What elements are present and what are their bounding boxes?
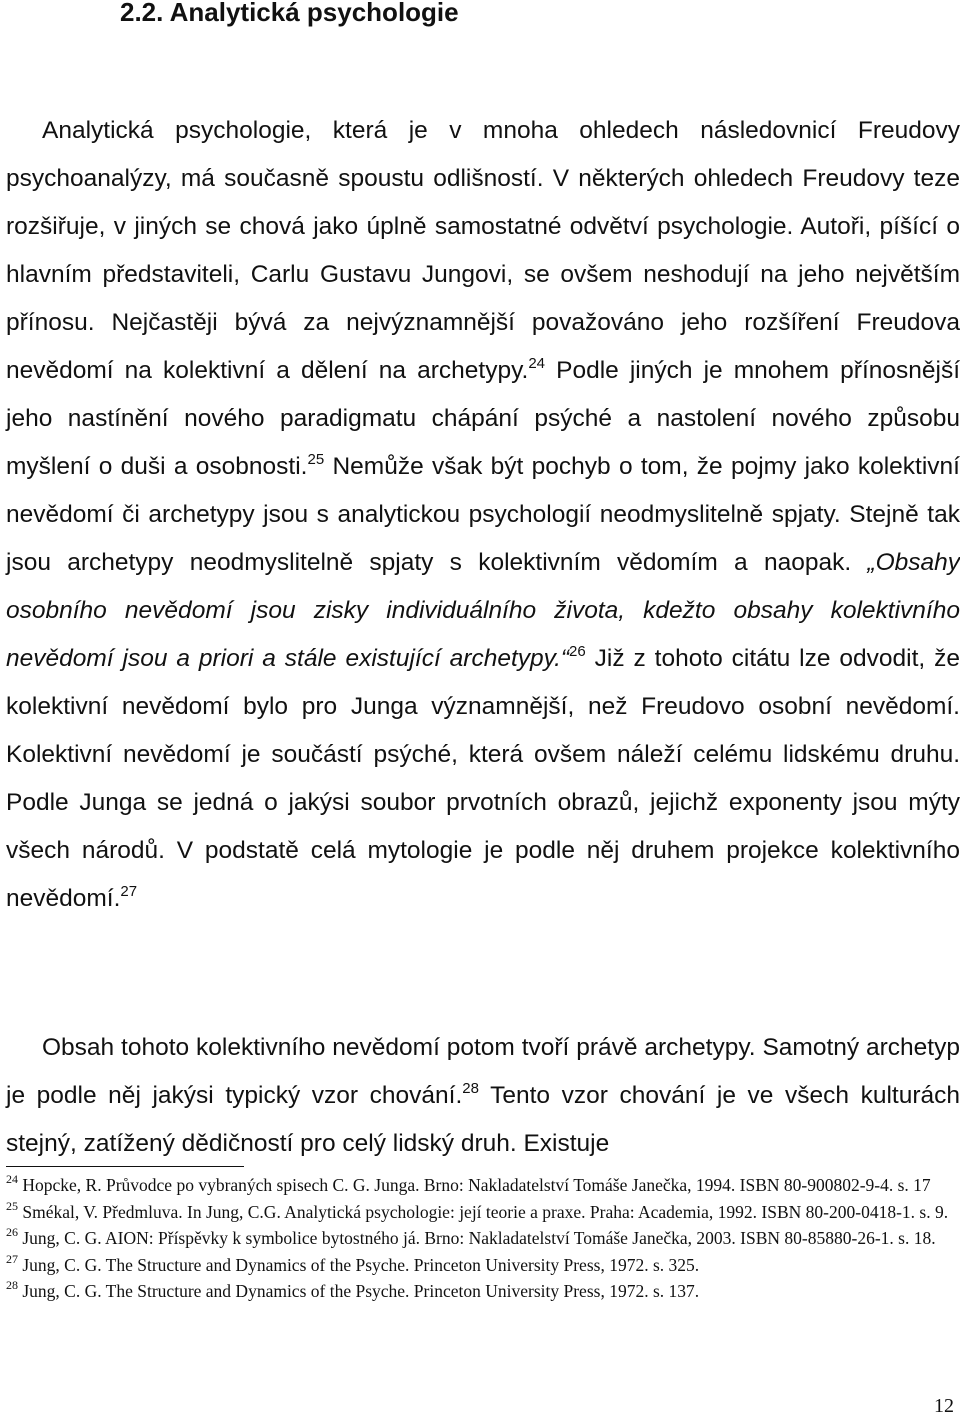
footnote-ref-26: 26	[569, 643, 586, 660]
footnote-text: Jung, C. G. The Structure and Dynamics of the Psyche. Princeton University Press, 1972. s. 325.	[18, 1254, 700, 1275]
footnote-27	[6, 1252, 956, 1279]
footnote-text: Hopcke, R. Průvodce po vybraných spisech C. G. Junga. Brno: Nakladatelství Tomáše Janečka, 1994. ISBN 80-900802-9-4. s. 17	[18, 1175, 931, 1195]
footnote-number: 24	[6, 1172, 18, 1186]
page-number: 12	[934, 1395, 954, 1417]
footnote-ref-27: 27	[120, 883, 138, 900]
footnote-number: 25	[6, 1198, 18, 1213]
paragraph-2-text-2: Tento vzor chování je ve všech kulturách stejný, zatížený dědičností pro celý lidský druh. Existuje	[6, 1082, 960, 1157]
footnote-25	[6, 1199, 956, 1226]
paragraph-1-text-1: Analytická psychologie, která je v mnoha ohledech následovnicí Freudovy psychoanalýzy, má současně spoustu odlišností. V některých ohledech Freudovy teze rozšiřuje, v jiných se chová jako úplně samostatné odvětví psychologie. Autoři, píšící o hlavním představiteli, Carlu Gustavu Jungovi, se ovšem neshodují na jeho největším přínosu. Nejčastěji bývá za nejvýznamnější považováno jeho rozšíření Freudova nevědomí na kolektivní a dělení na archetypy.	[6, 117, 960, 384]
footnote-26	[6, 1225, 956, 1252]
paragraph-1-text-2: Podle jiných je mnohem přínosnější jeho nastínění nového paradigmatu chápání psýché a nastolení nového způsobu myšlení o duši a osobnosti.	[6, 357, 960, 480]
footnote-text: Jung, C. G. The Structure and Dynamics of the Psyche. Princeton University Press, 1972. s. 137.	[18, 1281, 700, 1302]
footnote-separator	[6, 1166, 244, 1167]
jung-quote: „Obsahy osobního nevědomí jsou zisky individuálního života, kdežto obsahy kolektivního nevědomí jsou a priori a stále existující archetypy.“	[6, 549, 960, 672]
paragraph-1	[6, 107, 960, 923]
footnote-ref-28: 28	[462, 1080, 479, 1097]
footnotes	[6, 1172, 956, 1305]
footnote-28	[6, 1278, 956, 1305]
footnote-ref-24: 24	[528, 355, 546, 372]
footnote-number: 27	[6, 1251, 18, 1266]
footnote-text: Smékal, V. Předmluva. In Jung, C.G. Analytická psychologie: její teorie a praxe. Praha: Academia, 1992. ISBN 80-200-0418-1. s. 9.	[18, 1201, 949, 1222]
paragraph-1-text-3: Nemůže však být pochyb o tom, že pojmy jako kolektivní nevědomí či archetypy jsou s analytickou psychologií neodmyslitelně spjaty. Stejně tak jsou archetypy neodmyslitelně spjaty s kolektivním vědomím a naopak.	[6, 453, 960, 576]
section-heading: 2.2. Analytická psychologie	[120, 0, 459, 27]
footnote-ref-25: 25	[307, 451, 325, 468]
paragraph-2-text-1: Obsah tohoto kolektivního nevědomí potom tvoří právě archetypy. Samotný archetyp je podle něj jakýsi typický vzor chování.	[6, 1034, 960, 1109]
paragraph-1-text-4: Již z tohoto citátu lze odvodit, že kolektivní nevědomí bylo pro Junga významnější, než Freudovo osobní nevědomí. Kolektivní nevědomí je součástí psýché, která ovšem náleží celému lidskému druhu. Podle Junga se jedná o jakýsi soubor prvotních obrazů, jejichž exponenty jsou mýty všech národů. V podstatě celá mytologie je podle něj druhem projekce kolektivního nevědomí.	[6, 645, 960, 912]
footnote-text: Jung, C. G. AION: Příspěvky k symbolice bytostného já. Brno: Nakladatelství Tomáše Janečka, 2003. ISBN 80-85880-26-1. s. 18.	[18, 1228, 936, 1249]
footnote-number: 28	[6, 1278, 18, 1293]
footnote-24	[6, 1172, 956, 1199]
footnote-number: 26	[6, 1225, 18, 1240]
paragraph-2	[6, 1024, 960, 1168]
